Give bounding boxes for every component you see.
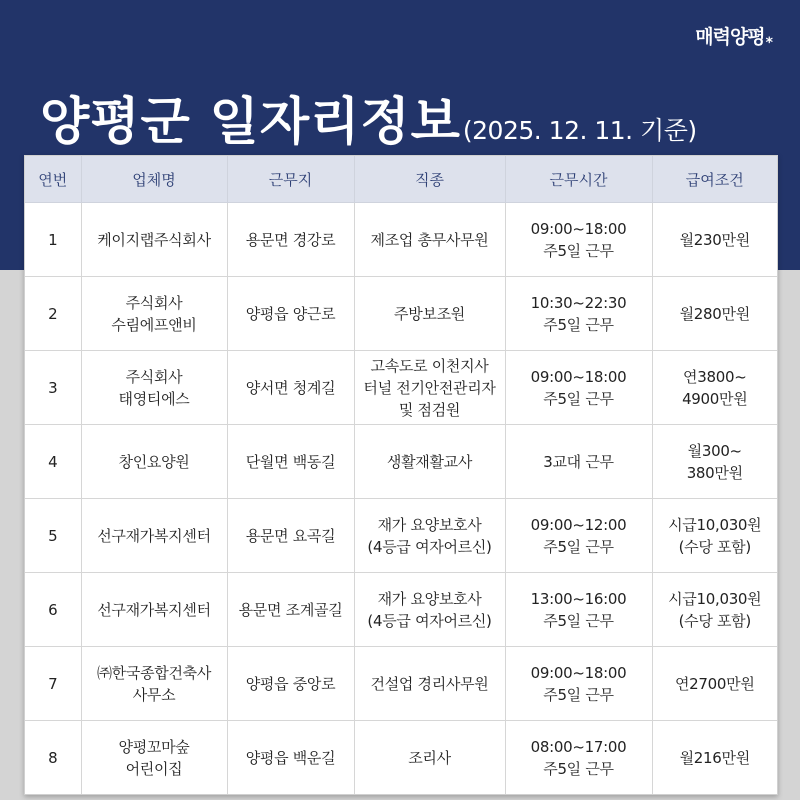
cell-salary: 월300~ 380만원 xyxy=(652,425,777,499)
table-row xyxy=(25,277,777,351)
cell-company: 창인요양원 xyxy=(81,425,227,499)
header-salary: 급여조건 xyxy=(652,156,777,203)
cell-job-type: 재가 요양보호사 (4등급 여자어르신) xyxy=(354,499,505,573)
cell-work-hours: 09:00~18:00 주5일 근무 xyxy=(505,203,652,277)
page-title xyxy=(40,80,790,150)
cell-work-hours: 13:00~16:00 주5일 근무 xyxy=(505,573,652,647)
cell-location: 용문면 요곡길 xyxy=(227,499,354,573)
header-job-type: 직종 xyxy=(354,156,505,203)
cell-location: 단월면 백동길 xyxy=(227,425,354,499)
table-row xyxy=(25,351,777,425)
table-row xyxy=(25,647,777,721)
table-row xyxy=(25,721,777,795)
job-table-container xyxy=(24,155,778,795)
cell-salary: 월230만원 xyxy=(652,203,777,277)
cell-work-hours: 09:00~18:00 주5일 근무 xyxy=(505,647,652,721)
star-icon: * xyxy=(765,35,772,51)
cell-salary: 연2700만원 xyxy=(652,647,777,721)
cell-location: 양평읍 백운길 xyxy=(227,721,354,795)
cell-job-type: 고속도로 이천지사 터널 전기안전관리자 및 점검원 xyxy=(354,351,505,425)
cell-location: 양평읍 중앙로 xyxy=(227,647,354,721)
cell-company: 양평꼬마숲 어린이집 xyxy=(81,721,227,795)
cell-company: 선구재가복지센터 xyxy=(81,573,227,647)
cell-number: 1 xyxy=(25,203,81,277)
cell-company: 케이지랩주식회사 xyxy=(81,203,227,277)
cell-location: 용문면 경강로 xyxy=(227,203,354,277)
page-title-main: 양평군 일자리정보 xyxy=(40,93,461,152)
cell-work-hours: 3교대 근무 xyxy=(505,425,652,499)
header-location: 근무지 xyxy=(227,156,354,203)
cell-job-type: 조리사 xyxy=(354,721,505,795)
page-title-date: (2025. 12. 11. 기준) xyxy=(462,116,697,145)
cell-work-hours: 09:00~18:00 주5일 근무 xyxy=(505,351,652,425)
header-company: 업체명 xyxy=(81,156,227,203)
brand-logo-text: 매력양평 xyxy=(695,26,765,48)
cell-work-hours: 08:00~17:00 주5일 근무 xyxy=(505,721,652,795)
cell-company: ㈜한국종합건축사 사무소 xyxy=(81,647,227,721)
cell-job-type: 건설업 경리사무원 xyxy=(354,647,505,721)
cell-job-type: 재가 요양보호사 (4등급 여자어르신) xyxy=(354,573,505,647)
cell-number: 5 xyxy=(25,499,81,573)
job-table xyxy=(25,156,777,794)
table-row xyxy=(25,203,777,277)
cell-job-type: 주방보조원 xyxy=(354,277,505,351)
header-work-hours: 근무시간 xyxy=(505,156,652,203)
table-row xyxy=(25,499,777,573)
cell-number: 8 xyxy=(25,721,81,795)
cell-salary: 시급10,030원 (수당 포함) xyxy=(652,499,777,573)
cell-location: 용문면 조계골길 xyxy=(227,573,354,647)
cell-number: 7 xyxy=(25,647,81,721)
table-row xyxy=(25,573,777,647)
cell-company: 주식회사 수림에프앤비 xyxy=(81,277,227,351)
cell-company: 선구재가복지센터 xyxy=(81,499,227,573)
cell-company: 주식회사 태영티에스 xyxy=(81,351,227,425)
cell-job-type: 제조업 총무사무원 xyxy=(354,203,505,277)
cell-location: 양평읍 양근로 xyxy=(227,277,354,351)
header-number: 연번 xyxy=(25,156,81,203)
cell-number: 3 xyxy=(25,351,81,425)
cell-salary: 연3800~ 4900만원 xyxy=(652,351,777,425)
cell-salary: 시급10,030원 (수당 포함) xyxy=(652,573,777,647)
cell-number: 6 xyxy=(25,573,81,647)
cell-number: 2 xyxy=(25,277,81,351)
table-header-row xyxy=(25,156,777,203)
cell-salary: 월216만원 xyxy=(679,748,750,767)
brand-logo xyxy=(695,22,772,51)
cell-work-hours: 10:30~22:30 주5일 근무 xyxy=(505,277,652,351)
cell-number: 4 xyxy=(25,425,81,499)
cell-work-hours: 09:00~12:00 주5일 근무 xyxy=(505,499,652,573)
table-row xyxy=(25,425,777,499)
cell-location: 양서면 청계길 xyxy=(227,351,354,425)
cell-job-type: 생활재활교사 xyxy=(354,425,505,499)
cell-salary: 월280만원 xyxy=(652,277,777,351)
